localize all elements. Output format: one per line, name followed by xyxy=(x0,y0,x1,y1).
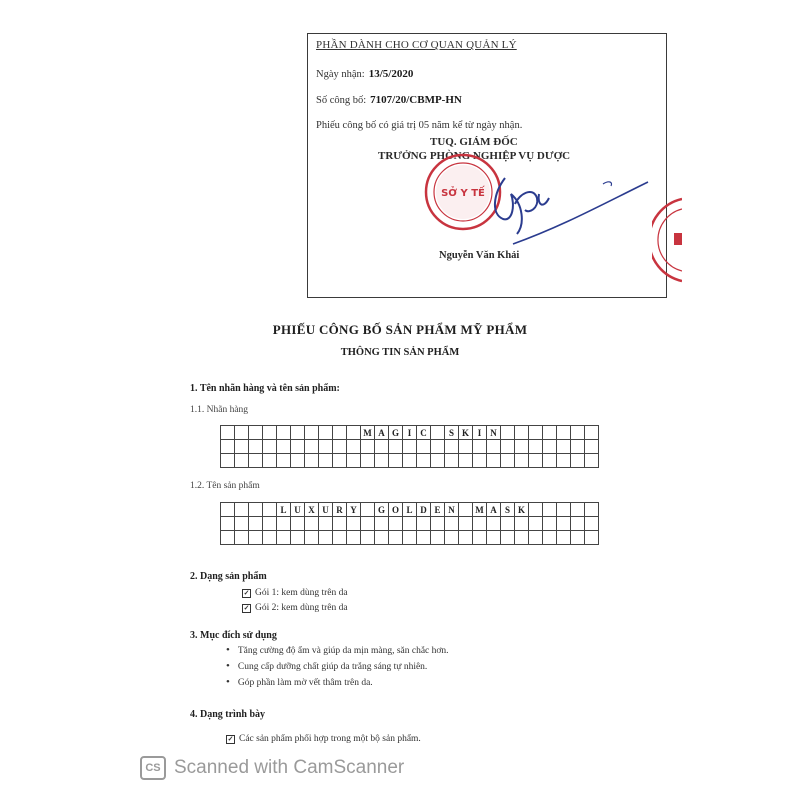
grid-cell: C xyxy=(417,426,431,440)
checkbox-checked-icon: ✓ xyxy=(227,735,234,743)
grid-cell xyxy=(529,503,543,517)
grid-cell xyxy=(389,517,403,531)
grid-cell xyxy=(291,426,305,440)
grid-cell xyxy=(585,517,599,531)
grid-cell xyxy=(459,440,473,454)
watermark-text: Scanned with CamScanner xyxy=(174,757,405,778)
grid-cell xyxy=(543,426,557,440)
grid-cell xyxy=(277,531,291,545)
grid-cell xyxy=(571,503,585,517)
grid-cell xyxy=(249,503,263,517)
grid-cell: U xyxy=(291,503,305,517)
partial-seal-icon xyxy=(652,195,682,285)
grid-cell xyxy=(277,517,291,531)
section-3-heading: 3. Mục đích sử dụng xyxy=(190,630,277,641)
grid-cell xyxy=(277,454,291,468)
grid-cell xyxy=(319,426,333,440)
product-form-item-text: Gói 1: kem dùng trên da xyxy=(255,588,348,598)
checkbox-checked-icon: ✓ xyxy=(243,589,250,597)
grid-cell: K xyxy=(459,426,473,440)
grid-cell xyxy=(571,454,585,468)
grid-cell: L xyxy=(277,503,291,517)
receive-date-line xyxy=(316,68,413,80)
camscanner-logo-icon: CS xyxy=(140,756,166,780)
grid-cell: E xyxy=(431,503,445,517)
grid-cell xyxy=(459,517,473,531)
grid-cell xyxy=(585,440,599,454)
grid-cell xyxy=(487,454,501,468)
grid-cell: O xyxy=(389,503,403,517)
list-item: • Tăng cường độ ẩm và giúp da mịn màng, săn chắc hơn. xyxy=(226,642,449,658)
grid-cell xyxy=(459,454,473,468)
grid-cell xyxy=(501,454,515,468)
grid-cell xyxy=(319,454,333,468)
grid-cell xyxy=(221,440,235,454)
grid-cell xyxy=(389,454,403,468)
grid-cell xyxy=(389,440,403,454)
grid-cell xyxy=(557,503,571,517)
grid-cell xyxy=(277,440,291,454)
grid-cell: I xyxy=(403,426,417,440)
grid-cell xyxy=(375,517,389,531)
grid-cell: K xyxy=(515,503,529,517)
grid-cell xyxy=(417,531,431,545)
grid-cell xyxy=(431,517,445,531)
grid-cell xyxy=(557,517,571,531)
grid-cell xyxy=(501,517,515,531)
grid-cell xyxy=(389,531,403,545)
grid-cell xyxy=(263,454,277,468)
grid-cell xyxy=(333,531,347,545)
grid-cell xyxy=(585,503,599,517)
grid-cell xyxy=(571,531,585,545)
section-2-heading: 2. Dạng sản phẩm xyxy=(190,571,267,582)
grid-cell xyxy=(571,440,585,454)
grid-cell xyxy=(235,426,249,440)
grid-cell xyxy=(361,503,375,517)
grid-cell xyxy=(375,531,389,545)
grid-cell xyxy=(445,454,459,468)
grid-cell xyxy=(361,454,375,468)
grid-cell xyxy=(249,531,263,545)
usage-purpose-list xyxy=(226,642,449,690)
grid-cell xyxy=(235,440,249,454)
section-1-heading: 1. Tên nhãn hàng và tên sản phẩm: xyxy=(190,383,340,394)
product-form-item xyxy=(242,588,348,598)
grid-cell xyxy=(417,454,431,468)
grid-cell xyxy=(459,503,473,517)
grid-cell xyxy=(221,503,235,517)
grid-cell xyxy=(375,440,389,454)
grid-cell xyxy=(515,531,529,545)
grid-cell: G xyxy=(375,503,389,517)
grid-cell xyxy=(501,440,515,454)
grid-cell xyxy=(305,440,319,454)
grid-cell xyxy=(403,440,417,454)
brand-letter-grid xyxy=(220,425,599,468)
grid-cell xyxy=(347,531,361,545)
list-item: • Cung cấp dưỡng chất giúp da trắng sáng tự nhiên. xyxy=(226,658,449,674)
grid-cell: A xyxy=(487,503,501,517)
grid-cell xyxy=(585,454,599,468)
grid-cell xyxy=(361,440,375,454)
grid-cell: G xyxy=(389,426,403,440)
announcement-number-label: Số công bố: xyxy=(316,95,367,106)
grid-cell xyxy=(221,454,235,468)
grid-cell xyxy=(291,440,305,454)
document-subtitle: THÔNG TIN SẢN PHẨM xyxy=(340,347,460,358)
grid-cell xyxy=(557,426,571,440)
grid-cell xyxy=(291,454,305,468)
grid-cell xyxy=(487,440,501,454)
grid-cell xyxy=(459,531,473,545)
grid-cell xyxy=(473,531,487,545)
grid-cell xyxy=(431,531,445,545)
grid-cell xyxy=(501,426,515,440)
grid-cell xyxy=(249,426,263,440)
grid-cell xyxy=(543,454,557,468)
grid-cell xyxy=(445,517,459,531)
grid-cell xyxy=(347,426,361,440)
grid-cell xyxy=(305,426,319,440)
grid-cell xyxy=(501,531,515,545)
list-item: • Góp phần làm mờ vết thâm trên da. xyxy=(226,674,449,690)
grid-cell xyxy=(557,531,571,545)
grid-cell xyxy=(571,517,585,531)
checkbox-checked-icon: ✓ xyxy=(243,604,250,612)
product-letter-grid xyxy=(220,502,599,545)
grid-cell xyxy=(417,517,431,531)
grid-cell xyxy=(249,517,263,531)
receive-date-label: Ngày nhận: xyxy=(316,69,365,80)
grid-cell: S xyxy=(445,426,459,440)
presentation-item xyxy=(226,734,421,744)
grid-cell: I xyxy=(473,426,487,440)
sign-title-1: TUQ. GIÁM ĐỐC xyxy=(430,136,518,148)
product-label: 1.2. Tên sản phẩm xyxy=(190,481,260,491)
grid-cell xyxy=(263,531,277,545)
grid-cell xyxy=(305,517,319,531)
grid-cell xyxy=(361,517,375,531)
grid-cell: N xyxy=(445,503,459,517)
grid-cell xyxy=(473,517,487,531)
product-form-item xyxy=(242,603,348,613)
grid-cell xyxy=(473,454,487,468)
grid-cell xyxy=(529,440,543,454)
grid-cell xyxy=(235,531,249,545)
presentation-item-text: Các sản phẩm phối hợp trong một bộ sản phẩm. xyxy=(239,734,421,744)
grid-cell xyxy=(445,440,459,454)
product-form-item-text: Gói 2: kem dùng trên da xyxy=(255,603,348,613)
grid-cell xyxy=(361,531,375,545)
grid-cell xyxy=(487,531,501,545)
grid-cell xyxy=(305,454,319,468)
announcement-number-line xyxy=(316,94,462,106)
grid-cell xyxy=(291,517,305,531)
grid-cell xyxy=(529,517,543,531)
grid-cell xyxy=(431,440,445,454)
grid-cell xyxy=(375,454,389,468)
grid-cell xyxy=(417,440,431,454)
grid-cell xyxy=(263,503,277,517)
document-title: PHIẾU CÔNG BỐ SẢN PHẨM MỸ PHẨM xyxy=(272,322,528,337)
grid-cell xyxy=(221,426,235,440)
grid-cell xyxy=(529,426,543,440)
grid-cell: U xyxy=(319,503,333,517)
grid-cell xyxy=(333,517,347,531)
grid-cell: D xyxy=(417,503,431,517)
grid-cell xyxy=(347,454,361,468)
grid-cell xyxy=(515,426,529,440)
grid-cell xyxy=(347,440,361,454)
grid-cell xyxy=(557,440,571,454)
seal-text: SỞ Y TẾ xyxy=(441,188,485,199)
signature-icon xyxy=(453,164,653,254)
grid-cell xyxy=(543,531,557,545)
grid-cell xyxy=(403,517,417,531)
grid-cell xyxy=(571,426,585,440)
grid-cell xyxy=(431,426,445,440)
grid-cell: M xyxy=(361,426,375,440)
grid-cell xyxy=(319,531,333,545)
grid-cell xyxy=(529,454,543,468)
grid-cell xyxy=(221,531,235,545)
grid-cell xyxy=(263,440,277,454)
receive-date: 13/5/2020 xyxy=(368,68,414,80)
grid-cell: X xyxy=(305,503,319,517)
grid-cell: Y xyxy=(347,503,361,517)
grid-cell xyxy=(487,517,501,531)
grid-cell: R xyxy=(333,503,347,517)
grid-cell xyxy=(585,531,599,545)
signer-name: Nguyễn Văn Khải xyxy=(439,250,520,261)
grid-cell xyxy=(333,426,347,440)
announcement-number: 7107/20/CBMP-HN xyxy=(370,94,462,106)
grid-cell xyxy=(445,531,459,545)
grid-cell xyxy=(473,440,487,454)
camscanner-watermark xyxy=(140,756,404,780)
grid-cell xyxy=(333,440,347,454)
grid-cell: A xyxy=(375,426,389,440)
grid-cell xyxy=(319,440,333,454)
grid-cell xyxy=(235,454,249,468)
grid-cell xyxy=(235,517,249,531)
grid-cell: M xyxy=(473,503,487,517)
grid-cell xyxy=(557,454,571,468)
management-box xyxy=(307,33,667,298)
grid-cell xyxy=(249,440,263,454)
grid-cell xyxy=(347,517,361,531)
grid-cell xyxy=(263,517,277,531)
grid-cell xyxy=(431,454,445,468)
section-4-heading: 4. Dạng trình bày xyxy=(190,709,266,720)
grid-cell xyxy=(585,426,599,440)
grid-cell xyxy=(291,531,305,545)
grid-cell: N xyxy=(487,426,501,440)
grid-cell xyxy=(403,454,417,468)
grid-cell xyxy=(235,503,249,517)
management-title: PHẦN DÀNH CHO CƠ QUAN QUẢN LÝ xyxy=(316,39,517,51)
validity-note: Phiếu công bố có giá trị 05 năm kể từ ngày nhận. xyxy=(316,120,523,131)
brand-label: 1.1. Nhãn hàng xyxy=(190,405,249,415)
grid-cell xyxy=(529,531,543,545)
grid-cell xyxy=(221,517,235,531)
grid-cell xyxy=(543,503,557,517)
grid-cell xyxy=(305,531,319,545)
grid-cell: S xyxy=(501,503,515,517)
grid-cell xyxy=(263,426,277,440)
grid-cell xyxy=(249,454,263,468)
grid-cell xyxy=(333,454,347,468)
grid-cell xyxy=(515,454,529,468)
grid-cell xyxy=(515,440,529,454)
grid-cell xyxy=(403,531,417,545)
grid-cell xyxy=(319,517,333,531)
grid-cell xyxy=(543,517,557,531)
grid-cell xyxy=(515,517,529,531)
grid-cell xyxy=(277,426,291,440)
sign-title-2: TRƯỞNG PHÒNG NGHIỆP VỤ DƯỢC xyxy=(378,150,571,162)
grid-cell xyxy=(543,440,557,454)
grid-cell: L xyxy=(403,503,417,517)
